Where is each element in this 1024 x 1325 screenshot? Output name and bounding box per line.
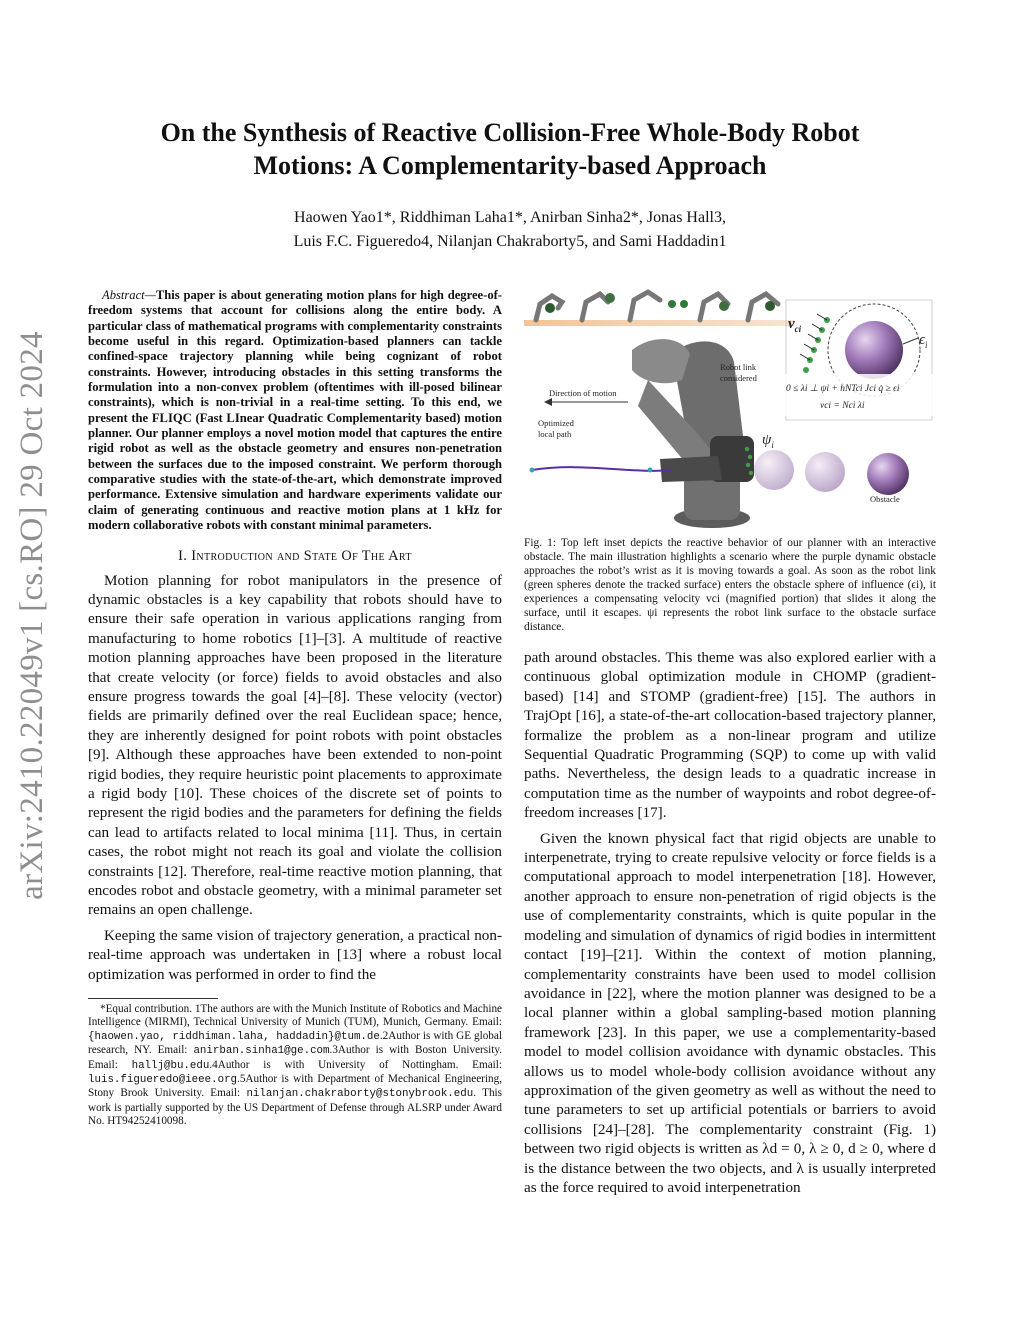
right-paragraph-2: Given the known physical fact that rigid objects are unable to interpenetrate, trying to create repulsive velocity or force fields is a computational approach to model interpenetration [18]. However, another approach to ensure non-penetration of rigid objects is the use of complementarity constraints, which is quite popular in the modeling and simulation of dynamics of rigid bodies in intermittent contact [19]–[21]. Within the context of motion planning, complementarity constraints have been used to model collision avoidance in [22], where the motion planner was designed to be a local planner within a global sampling-based motion planning framework [23]. In this paper, we use a complementarity-based model to model collision avoidance with dynamic obstacles. This allows us to model whole-body collision avoidance without any approximation of the given geometry as well as without the need to tune parameters to set up artificial potentials or barriers to avoid collisions [24]–[28]. The complementarity constraint (Fig. 1) between two rigid objects is written as λd = 0, λ ≥ 0, d ≥ 0, where d is the distance between the two objects, and λ is usually interpreted as the force required to avoid interpenetration: [524, 829, 936, 1196]
inset-robot-3: [630, 292, 660, 320]
obstacle-ghost-2: [805, 452, 845, 492]
optimized-label-2: local path: [538, 429, 572, 439]
obstacle-sphere: [867, 453, 909, 495]
magnified-obstacle: [845, 321, 903, 379]
epsilon-pointer: [903, 338, 918, 344]
inset-green-ball: [545, 303, 555, 313]
direction-label: Direction of motion: [549, 388, 617, 398]
figure-1: [522, 284, 938, 532]
author-line-1: Haowen Yao1*, Riddhiman Laha1*, Anirban Sinha2*, Jonas Hall3,: [294, 209, 726, 226]
paper-title: On the Synthesis of Reactive Collision-Free Whole-Body Robot Motions: A Complementarity-based Approach: [160, 118, 860, 180]
email-link-ge[interactable]: anirban.sinha1@ge.com: [193, 1045, 330, 1058]
inset-green-ball: [668, 300, 676, 308]
abstract-label: Abstract—: [102, 288, 156, 302]
left-paragraph-1: Motion planning for robot manipulators in the presence of dynamic obstacles is a key capability that robots should have to ensure their safe operation in various applications ranging from manufacturing to home robotics [1]–[3]. A multitude of reactive motion planning approaches have been proposed in the literature that create velocity (or force) fields to avoid obstacles and also ensure progress towards the goal [4]–[8]. These velocity (vector) fields are primarily defined over the real Euclidean space; hence, they are inherently designed for point robots with point obstacles [9]. Although these approaches have been extended to non-point rigid bodies, they require heuristic point placements to approximate a rigid body [10]. These choices of the discrete set of points to represent the rigid bodies and the parameters for defining the fields can lead to artifacts related to local minima [11]. Thus, in certain cases, the robot might not reach its goal and violate the collision constraints [12]. Therefore, real-time reactive motion planning, that encodes robot and obstacle geometry, with a minimal parameter set remains an open challenge.: [88, 571, 502, 919]
inset-green-ball: [605, 293, 615, 303]
footnote-divider: [88, 998, 218, 999]
path-end-point: [648, 468, 653, 473]
email-link-tum[interactable]: {haowen.yao, riddhiman.laha, haddadin}@tum.de: [88, 1030, 380, 1043]
inset-robot-2: [582, 294, 608, 320]
velocity-equation: vci = Nci λi: [820, 401, 865, 411]
figure-illustration: [522, 284, 938, 532]
psi-symbol: $\psi_i$: [762, 432, 774, 450]
optimized-label-1: Optimized: [538, 418, 574, 428]
abstract-text: This paper is about generating motion plans for high degree-of-freedom systems that account for collisions along the entire body. A particular class of mathematical programs with complementarity constraints become useful in this regard. Optimization-based planners can tackle confined-space trajectory planning while being cognizant of robot constraints. However, introducing obstacles in this setting transforms the formulation into a non-convex problem (oftentimes with ill-posed bilinear constraints), which is non-trivial in a real-time setting. To this end, we present the FLIQC (Fast LInear Quadratic Complementarity based) motion planner. Our planner employs a novel motion model that captures the entire rigid robot as well as the obstacle geometry and ensures non-penetration between the surfaces due to the imposed constraint. We perform thorough comparative studies with the state-of-the-art, which demonstrate improved performance. Extensive simulation and hardware experiments validate our claim of generating continuous and reactive motion plans at 1 kHz for modern collaborative robots with constant minimal parameters.: [88, 288, 502, 533]
right-column: [524, 648, 936, 1203]
obstacle-label: Obstacle: [870, 494, 900, 504]
magnified-robot-surface: [803, 317, 830, 373]
robot-link-label-1: Robot link: [720, 362, 757, 372]
robot-link-label-2: considered: [720, 373, 757, 383]
inset-green-ball: [719, 301, 729, 311]
direction-arrowhead: [544, 398, 552, 406]
velocity-arrows: [800, 314, 827, 360]
email-link-ieee[interactable]: luis.figueredo@ieee.org: [88, 1074, 238, 1087]
robot-elbow: [632, 339, 690, 383]
epsilon-symbol: $\epsilon_i$: [919, 332, 928, 350]
author-line-2: Luis F.C. Figueredo4, Nilanjan Chakraborty5, and Sami Haddadin1: [293, 233, 727, 250]
left-column: [88, 288, 502, 1129]
email-link-stonybrook[interactable]: nilanjan.chakraborty@stonybrook.edu: [246, 1088, 474, 1101]
left-paragraph-2: Keeping the same vision of trajectory generation, a practical non-real-time approach was undertaken in [13] where a robust local optimization was performed in order to find the: [88, 926, 502, 983]
top-inset-reactive-sequence: [524, 292, 794, 326]
footnote: *Equal contribution. 1The authors are with the Munich Institute of Robotics and Machine Intelligence (MIRMI), Technical University of Munich (TUM), Munich, Germany. Email:{haowen.yao, riddhiman.laha, haddadin}@tum.de.2Author is with GE global research, NY. Email: anirban.sinha1@ge.com.3Author is with Boston University. Email: hallj@bu.edu.4Author is with University of Nottingham. Email: luis.figueredo@ieee.org.5Author is with Department of Mechanical Engineering, Stony Brook University. Email: nilanjan.chakraborty@stonybrook.edu. This work is partially supported by the US Department of Defense through ALSRP under Award No. HT94252410098.: [88, 1003, 503, 1128]
path-start-point: [530, 468, 535, 473]
robot-gripper: [660, 456, 722, 482]
complementarity-equation: 0 ≤ λi ⊥ ψi + hNTci Jci q̇ ≥ ϵi: [786, 384, 900, 394]
section-heading: I. Introduction and State Of The Art: [178, 547, 412, 564]
inset-green-ball: [680, 300, 688, 308]
arxiv-sidebar-stamp: arXiv:2410.22049v1 [cs.RO] 29 Oct 2024: [13, 330, 50, 900]
email-link-bu[interactable]: hallj@bu.edu: [131, 1059, 210, 1072]
velocity-symbol: $v_{ci}$: [788, 316, 802, 334]
abstract: [88, 288, 502, 534]
inset-green-ball: [765, 301, 775, 311]
obstacle-ghost-1: [754, 450, 794, 490]
author-list: [160, 206, 860, 254]
figure-caption: Fig. 1: Top left inset depicts the reactive behavior of our planner with an interactive obstacle. The main illustration highlights a scenario where the purple dynamic obstacle approaches the robot’s wrist as it is moving towards a goal. As soon as the robot link (green spheres denote the tracked surface) enters the obstacle sphere of influence (ϵi), it experiences a compensating velocity vci (magnified portion) that slides it along the surface, until it escapes. ψi represents the robot link surface to the obstacle surface distance.: [524, 537, 936, 633]
right-paragraph-1: path around obstacles. This theme was also explored earlier with a continuous global optimization module in CHOMP (gradient-based) [14] and STOMP (gradient-free) [15]. The authors in TrajOpt [16], a state-of-the-art collocation-based trajectory planner, formalize the problem as a non-linear program and utilize Sequential Quadratic Programming (SQP) to come up with valid paths. Nevertheless, the design leads to a quadratic increase in computation time as the number of waypoints and robot degree-of-freedom increases [17].: [524, 649, 936, 822]
inset-floor: [524, 320, 794, 326]
